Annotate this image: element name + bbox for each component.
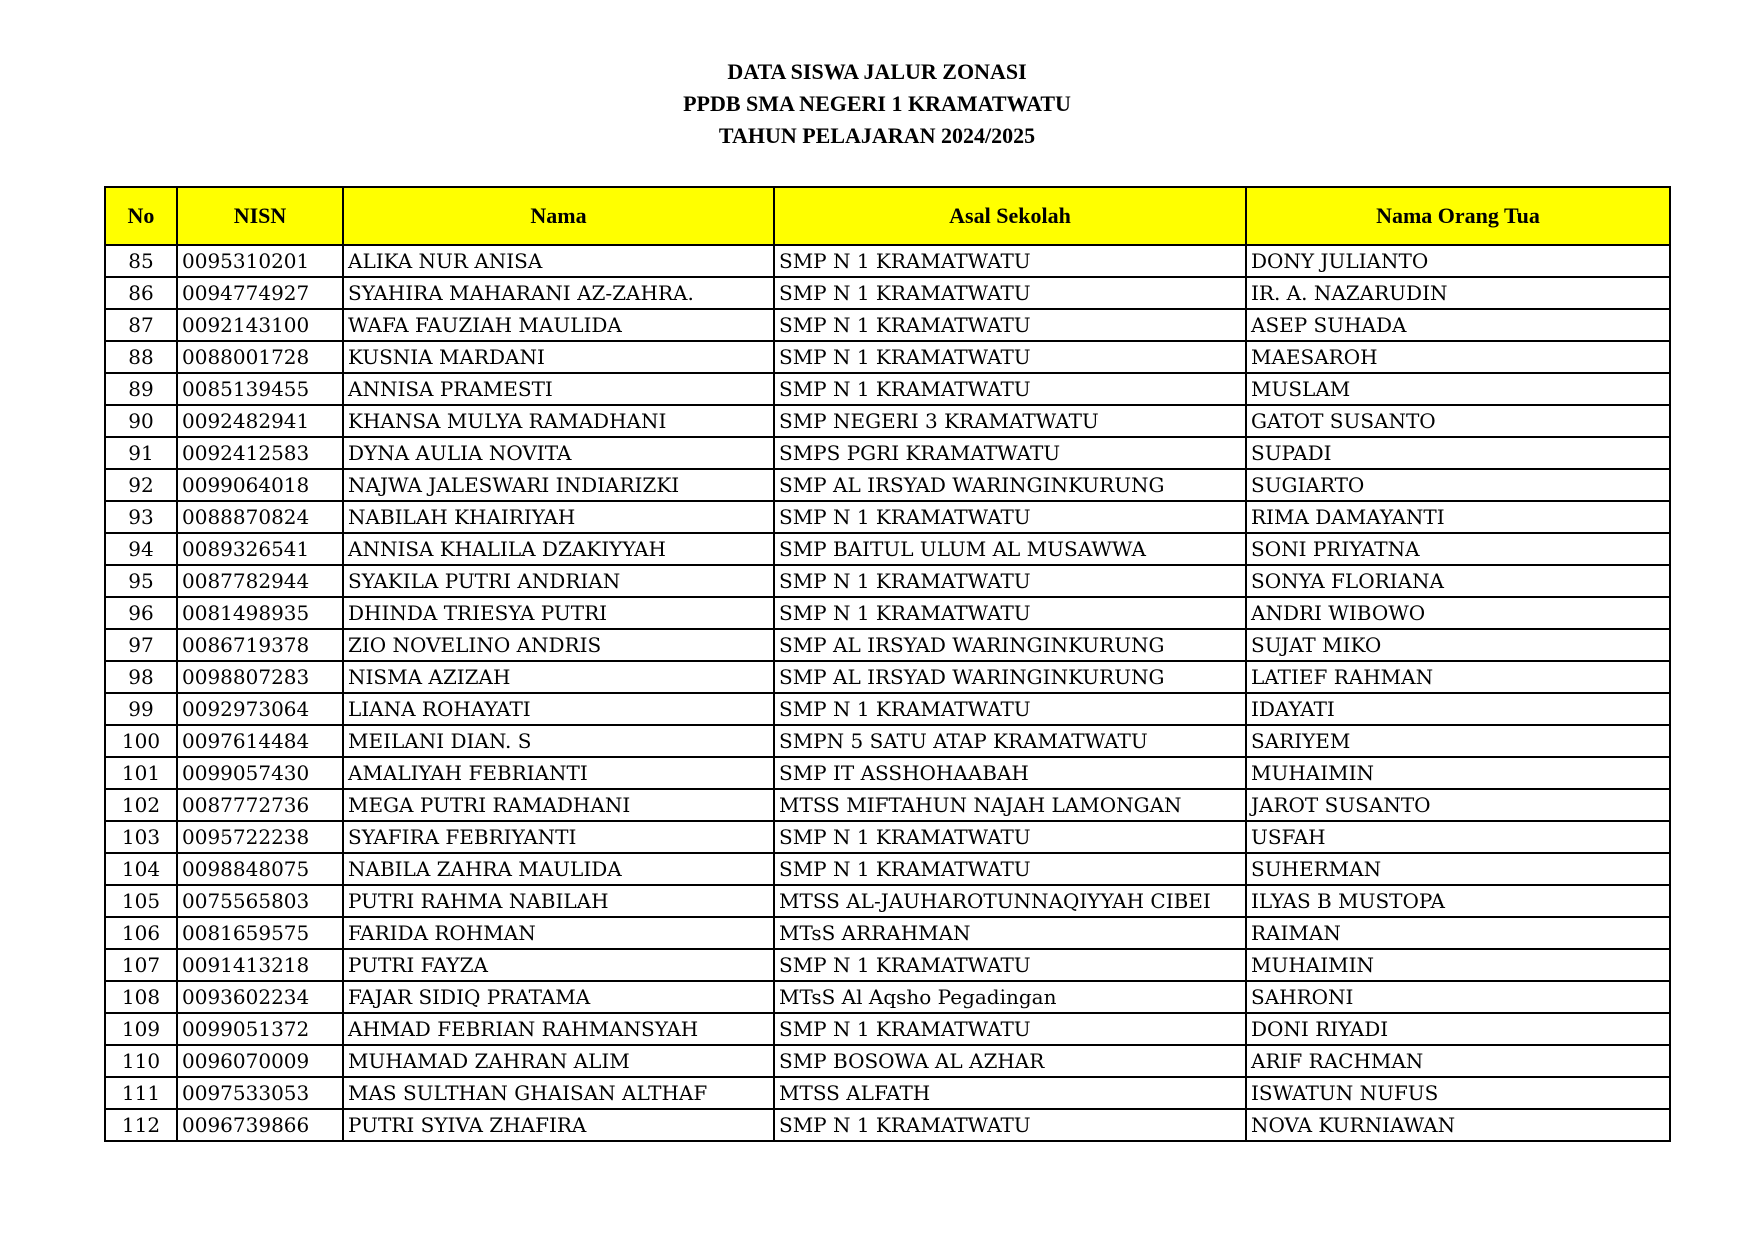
cell-nisn: 0097533053 (177, 1077, 343, 1109)
cell-nama: SYAHIRA MAHARANI AZ-ZAHRA. (343, 277, 774, 309)
cell-nama-orang-tua: SARIYEM (1246, 725, 1670, 757)
document-title: DATA SISWA JALUR ZONASI (727, 59, 1027, 84)
cell-nama: PUTRI SYIVA ZHAFIRA (343, 1109, 774, 1141)
cell-nisn: 0086719378 (177, 629, 343, 661)
cell-nisn: 0098848075 (177, 853, 343, 885)
document-title-block (0, 56, 1754, 152)
cell-nisn: 0087782944 (177, 565, 343, 597)
table-row (105, 853, 1670, 885)
cell-nisn: 0087772736 (177, 789, 343, 821)
header-nisn: NISN (177, 187, 343, 245)
cell-nama: ANNISA KHALILA DZAKIYYAH (343, 533, 774, 565)
cell-no: 104 (105, 853, 177, 885)
cell-nisn: 0075565803 (177, 885, 343, 917)
cell-asal-sekolah: SMP N 1 KRAMATWATU (774, 501, 1246, 533)
cell-nama: MAS SULTHAN GHAISAN ALTHAF (343, 1077, 774, 1109)
cell-asal-sekolah: SMP N 1 KRAMATWATU (774, 693, 1246, 725)
cell-no: 103 (105, 821, 177, 853)
cell-asal-sekolah: SMP N 1 KRAMATWATU (774, 565, 1246, 597)
cell-no: 93 (105, 501, 177, 533)
cell-nama-orang-tua: SUPADI (1246, 437, 1670, 469)
cell-asal-sekolah: MTSS AL-JAUHAROTUNNAQIYYAH CIBEI (774, 885, 1246, 917)
cell-nisn: 0081498935 (177, 597, 343, 629)
cell-nama-orang-tua: SONYA FLORIANA (1246, 565, 1670, 597)
table-row (105, 1013, 1670, 1045)
cell-nama: MEGA PUTRI RAMADHANI (343, 789, 774, 821)
cell-nisn: 0098807283 (177, 661, 343, 693)
cell-nama: AHMAD FEBRIAN RAHMANSYAH (343, 1013, 774, 1045)
cell-nama: SYAKILA PUTRI ANDRIAN (343, 565, 774, 597)
table-row (105, 1045, 1670, 1077)
table-row (105, 597, 1670, 629)
cell-nisn: 0099057430 (177, 757, 343, 789)
cell-asal-sekolah: SMP N 1 KRAMATWATU (774, 1109, 1246, 1141)
cell-nama-orang-tua: SUHERMAN (1246, 853, 1670, 885)
cell-nama: ZIO NOVELINO ANDRIS (343, 629, 774, 661)
cell-nisn: 0099051372 (177, 1013, 343, 1045)
cell-nisn: 0093602234 (177, 981, 343, 1013)
header-no: No (105, 187, 177, 245)
cell-no: 100 (105, 725, 177, 757)
cell-nama-orang-tua: LATIEF RAHMAN (1246, 661, 1670, 693)
table-row (105, 693, 1670, 725)
cell-nama: LIANA ROHAYATI (343, 693, 774, 725)
cell-asal-sekolah: SMP N 1 KRAMATWATU (774, 245, 1246, 277)
cell-asal-sekolah: SMP N 1 KRAMATWATU (774, 341, 1246, 373)
cell-nama-orang-tua: MUHAIMIN (1246, 757, 1670, 789)
cell-nama-orang-tua: DONI RIYADI (1246, 1013, 1670, 1045)
cell-nisn: 0092412583 (177, 437, 343, 469)
cell-nisn: 0085139455 (177, 373, 343, 405)
cell-nama-orang-tua: ASEP SUHADA (1246, 309, 1670, 341)
cell-nisn: 0081659575 (177, 917, 343, 949)
cell-nisn: 0096070009 (177, 1045, 343, 1077)
table-row (105, 565, 1670, 597)
table-body (105, 245, 1670, 1141)
cell-no: 91 (105, 437, 177, 469)
cell-nama: MUHAMAD ZAHRAN ALIM (343, 1045, 774, 1077)
cell-asal-sekolah: SMP AL IRSYAD WARINGINKURUNG (774, 469, 1246, 501)
cell-asal-sekolah: MTSS ALFATH (774, 1077, 1246, 1109)
cell-asal-sekolah: SMP N 1 KRAMATWATU (774, 373, 1246, 405)
cell-nisn: 0091413218 (177, 949, 343, 981)
cell-no: 92 (105, 469, 177, 501)
table-row (105, 405, 1670, 437)
cell-no: 109 (105, 1013, 177, 1045)
table-row (105, 341, 1670, 373)
header-asal-sekolah: Asal Sekolah (774, 187, 1246, 245)
cell-nama: MEILANI DIAN. S (343, 725, 774, 757)
cell-nama: NISMA AZIZAH (343, 661, 774, 693)
cell-no: 107 (105, 949, 177, 981)
cell-asal-sekolah: MTsS ARRAHMAN (774, 917, 1246, 949)
cell-nama: WAFA FAUZIAH MAULIDA (343, 309, 774, 341)
cell-nama-orang-tua: ISWATUN NUFUS (1246, 1077, 1670, 1109)
cell-asal-sekolah: MTSS MIFTAHUN NAJAH LAMONGAN (774, 789, 1246, 821)
cell-nisn: 0092973064 (177, 693, 343, 725)
table-row (105, 789, 1670, 821)
cell-no: 108 (105, 981, 177, 1013)
cell-nama-orang-tua: ANDRI WIBOWO (1246, 597, 1670, 629)
cell-nama: DYNA AULIA NOVITA (343, 437, 774, 469)
cell-nisn: 0094774927 (177, 277, 343, 309)
cell-asal-sekolah: SMP AL IRSYAD WARINGINKURUNG (774, 661, 1246, 693)
cell-no: 99 (105, 693, 177, 725)
table-row (105, 757, 1670, 789)
table-row (105, 917, 1670, 949)
cell-asal-sekolah: SMP NEGERI 3 KRAMATWATU (774, 405, 1246, 437)
table-row (105, 437, 1670, 469)
cell-nama-orang-tua: NOVA KURNIAWAN (1246, 1109, 1670, 1141)
cell-no: 112 (105, 1109, 177, 1141)
cell-asal-sekolah: SMP N 1 KRAMATWATU (774, 277, 1246, 309)
cell-no: 110 (105, 1045, 177, 1077)
cell-nisn: 0092482941 (177, 405, 343, 437)
cell-nama: FAJAR SIDIQ PRATAMA (343, 981, 774, 1013)
table-row (105, 949, 1670, 981)
cell-no: 105 (105, 885, 177, 917)
cell-no: 88 (105, 341, 177, 373)
table-row (105, 821, 1670, 853)
cell-no: 89 (105, 373, 177, 405)
cell-nisn: 0099064018 (177, 469, 343, 501)
cell-nama: NAJWA JALESWARI INDIARIZKI (343, 469, 774, 501)
cell-nama-orang-tua: SAHRONI (1246, 981, 1670, 1013)
cell-no: 96 (105, 597, 177, 629)
cell-nama: KHANSA MULYA RAMADHANI (343, 405, 774, 437)
cell-nama: KUSNIA MARDANI (343, 341, 774, 373)
cell-nama-orang-tua: SUGIARTO (1246, 469, 1670, 501)
cell-nama: NABILAH KHAIRIYAH (343, 501, 774, 533)
table-row (105, 501, 1670, 533)
cell-no: 85 (105, 245, 177, 277)
table-row (105, 373, 1670, 405)
table-row (105, 1109, 1670, 1141)
cell-asal-sekolah: SMP AL IRSYAD WARINGINKURUNG (774, 629, 1246, 661)
cell-nama-orang-tua: USFAH (1246, 821, 1670, 853)
student-table (104, 186, 1671, 1142)
cell-asal-sekolah: SMP N 1 KRAMATWATU (774, 949, 1246, 981)
cell-no: 90 (105, 405, 177, 437)
table-header-row (105, 187, 1670, 245)
cell-asal-sekolah: SMP N 1 KRAMATWATU (774, 853, 1246, 885)
cell-asal-sekolah: SMP IT ASSHOHAABAH (774, 757, 1246, 789)
table-row (105, 885, 1670, 917)
cell-nisn: 0097614484 (177, 725, 343, 757)
cell-nama: DHINDA TRIESYA PUTRI (343, 597, 774, 629)
cell-nama: PUTRI RAHMA NABILAH (343, 885, 774, 917)
cell-nisn: 0088870824 (177, 501, 343, 533)
table-row (105, 1077, 1670, 1109)
cell-asal-sekolah: SMP N 1 KRAMATWATU (774, 309, 1246, 341)
cell-nama-orang-tua: RIMA DAMAYANTI (1246, 501, 1670, 533)
cell-no: 94 (105, 533, 177, 565)
cell-no: 97 (105, 629, 177, 661)
table-row (105, 981, 1670, 1013)
cell-asal-sekolah: SMPN 5 SATU ATAP KRAMATWATU (774, 725, 1246, 757)
cell-nisn: 0092143100 (177, 309, 343, 341)
cell-nama-orang-tua: IR. A. NAZARUDIN (1246, 277, 1670, 309)
cell-nisn: 0089326541 (177, 533, 343, 565)
header-nama-orang-tua: Nama Orang Tua (1246, 187, 1670, 245)
cell-nisn: 0095722238 (177, 821, 343, 853)
cell-nama-orang-tua: RAIMAN (1246, 917, 1670, 949)
table-row (105, 629, 1670, 661)
cell-no: 98 (105, 661, 177, 693)
cell-nama-orang-tua: ILYAS B MUSTOPA (1246, 885, 1670, 917)
cell-nama-orang-tua: MAESAROH (1246, 341, 1670, 373)
cell-nama: ALIKA NUR ANISA (343, 245, 774, 277)
cell-nama-orang-tua: MUHAIMIN (1246, 949, 1670, 981)
cell-asal-sekolah: SMP N 1 KRAMATWATU (774, 597, 1246, 629)
table-row (105, 533, 1670, 565)
table-row (105, 725, 1670, 757)
table-row (105, 661, 1670, 693)
cell-nama-orang-tua: GATOT SUSANTO (1246, 405, 1670, 437)
cell-asal-sekolah: SMP N 1 KRAMATWATU (774, 821, 1246, 853)
table-row (105, 245, 1670, 277)
cell-no: 102 (105, 789, 177, 821)
cell-asal-sekolah: MTsS Al Aqsho Pegadingan (774, 981, 1246, 1013)
cell-nama: PUTRI FAYZA (343, 949, 774, 981)
cell-nisn: 0096739866 (177, 1109, 343, 1141)
cell-no: 111 (105, 1077, 177, 1109)
header-nama: Nama (343, 187, 774, 245)
cell-nama-orang-tua: DONY JULIANTO (1246, 245, 1670, 277)
table-row (105, 309, 1670, 341)
cell-nama: NABILA ZAHRA MAULIDA (343, 853, 774, 885)
cell-asal-sekolah: SMP BAITUL ULUM AL MUSAWWA (774, 533, 1246, 565)
cell-nama: FARIDA ROHMAN (343, 917, 774, 949)
cell-asal-sekolah: SMP BOSOWA AL AZHAR (774, 1045, 1246, 1077)
cell-nama-orang-tua: SONI PRIYATNA (1246, 533, 1670, 565)
table-row (105, 277, 1670, 309)
cell-no: 86 (105, 277, 177, 309)
cell-asal-sekolah: SMP N 1 KRAMATWATU (774, 1013, 1246, 1045)
cell-nama: AMALIYAH FEBRIANTI (343, 757, 774, 789)
cell-nama-orang-tua: IDAYATI (1246, 693, 1670, 725)
cell-no: 101 (105, 757, 177, 789)
cell-no: 106 (105, 917, 177, 949)
table-row (105, 469, 1670, 501)
document-year: TAHUN PELAJARAN 2024/2025 (718, 123, 1036, 148)
cell-nama: ANNISA PRAMESTI (343, 373, 774, 405)
cell-nama-orang-tua: ARIF RACHMAN (1246, 1045, 1670, 1077)
cell-asal-sekolah: SMPS PGRI KRAMATWATU (774, 437, 1246, 469)
cell-no: 95 (105, 565, 177, 597)
cell-no: 87 (105, 309, 177, 341)
document-subtitle: PPDB SMA NEGERI 1 KRAMATWATU (683, 91, 1071, 116)
cell-nama: SYAFIRA FEBRIYANTI (343, 821, 774, 853)
cell-nisn: 0095310201 (177, 245, 343, 277)
cell-nama-orang-tua: MUSLAM (1246, 373, 1670, 405)
cell-nama-orang-tua: JAROT SUSANTO (1246, 789, 1670, 821)
cell-nisn: 0088001728 (177, 341, 343, 373)
cell-nama-orang-tua: SUJAT MIKO (1246, 629, 1670, 661)
